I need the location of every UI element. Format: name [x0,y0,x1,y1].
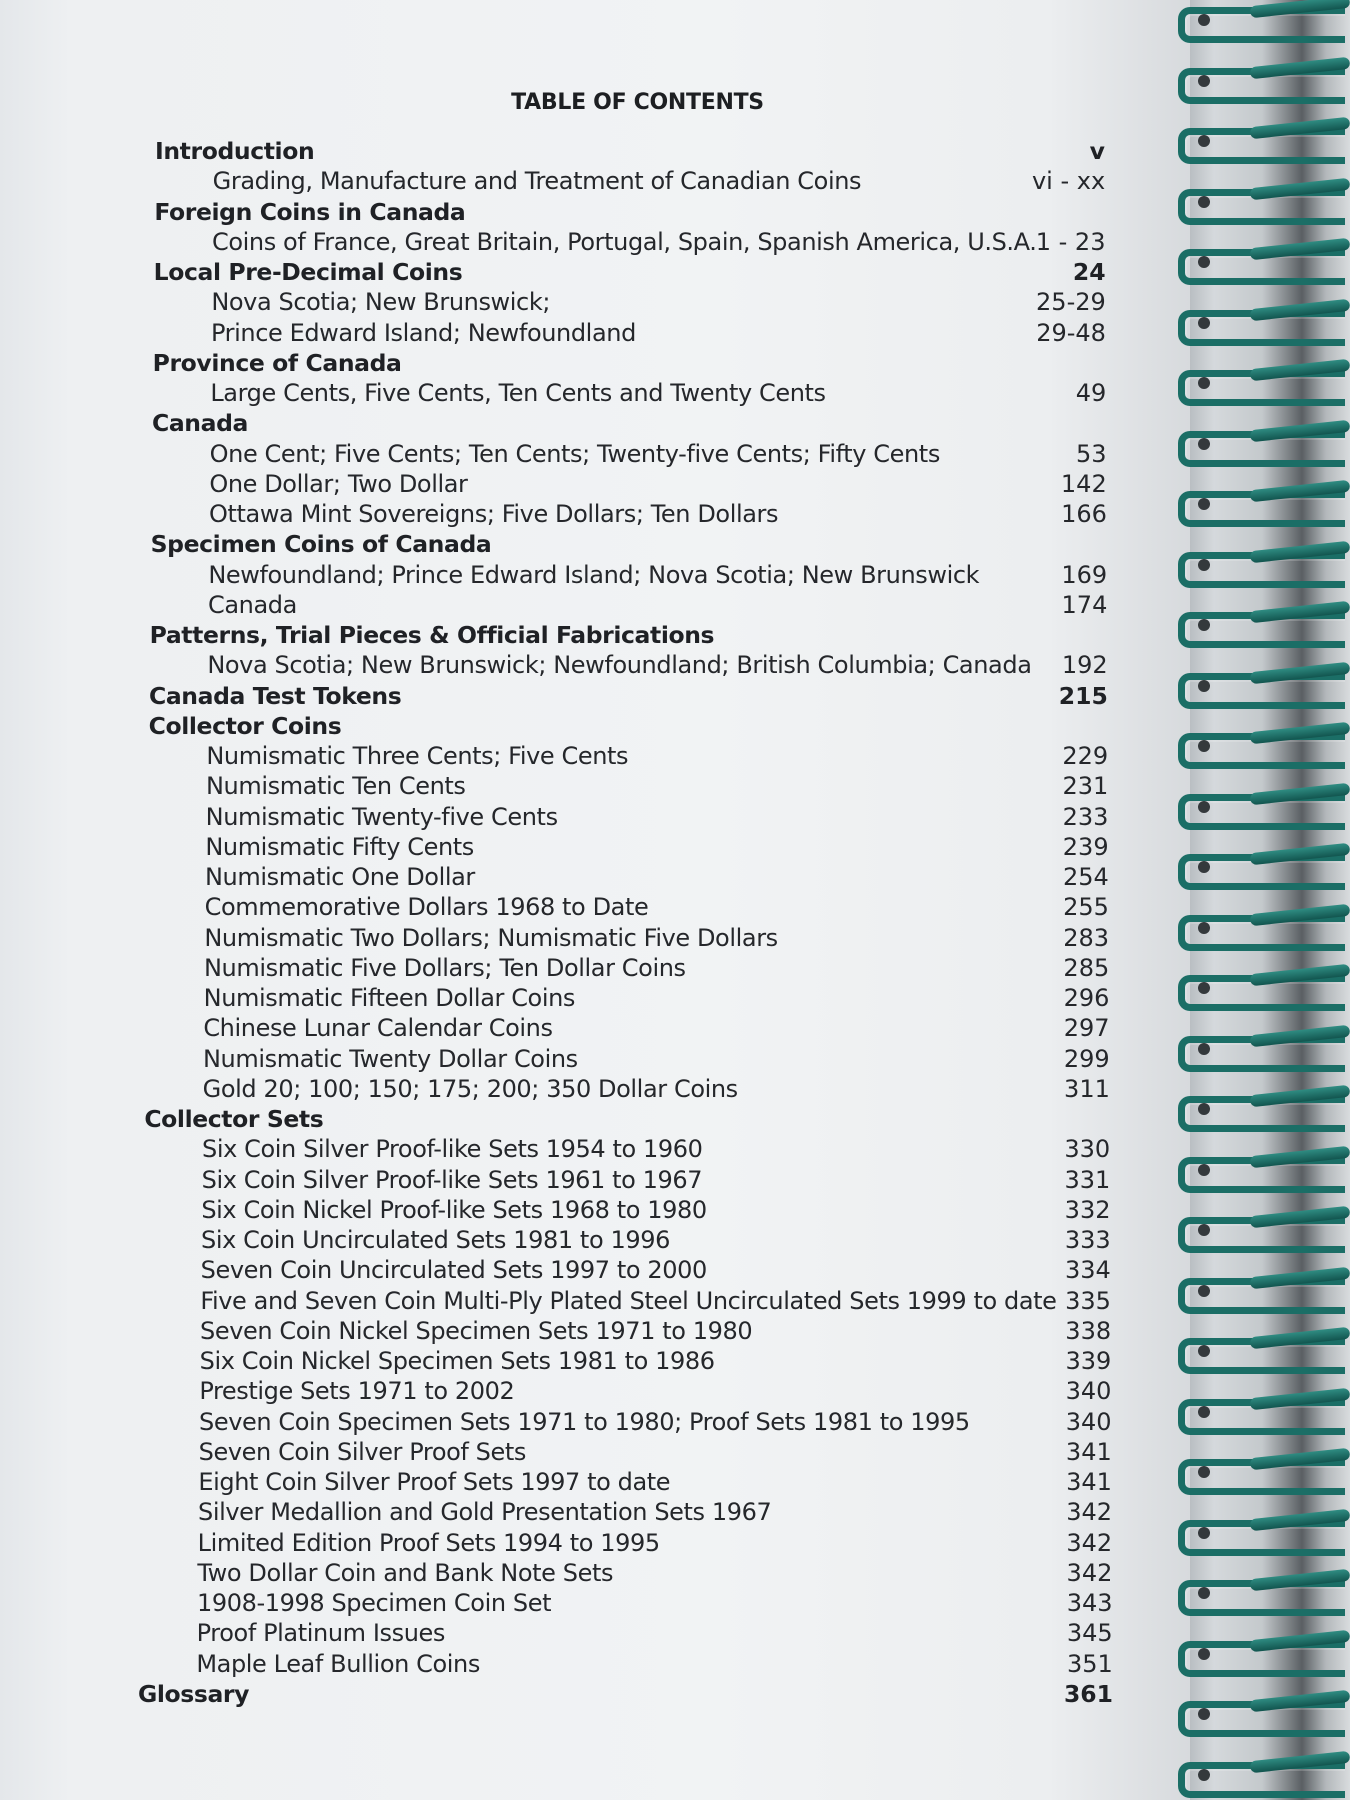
toc-page-number: 192 [1061,651,1108,680]
spiral-coil [1190,1699,1350,1729]
toc-entry [0,1558,1190,1588]
toc-section-title: Canada [152,409,248,438]
toc-page-number: 231 [1062,772,1109,801]
toc-page-number: 342 [1066,1558,1113,1587]
toc-entry-title: Six Coin Nickel Proof-like Sets 1968 to 1980 [201,1195,707,1224]
toc-entry-title: Large Cents, Five Cents, Ten Cents and Twenty Cents [210,379,826,407]
toc-page-number: 254 [1062,863,1109,891]
toc-page-number: 233 [1062,802,1109,831]
spiral-coil [1190,792,1350,822]
toc-entry [0,802,1190,832]
toc-entry [0,1528,1190,1558]
toc-page-number: 342 [1066,1528,1113,1557]
spiral-coil [1190,247,1350,277]
toc-entry-title: Numismatic Three Cents; Five Cents [206,742,629,770]
toc-entry [0,620,1190,650]
toc-entry-title: One Dollar; Two Dollar [209,469,468,498]
toc-entry-title: Six Coin Silver Proof-like Sets 1961 to 1967 [201,1165,703,1194]
spiral-coil [1190,852,1350,882]
toc-entry [0,136,1190,166]
toc-entry [0,469,1190,499]
toc-entry [0,227,1190,257]
toc-page-number: 169 [1061,560,1108,589]
toc-entry [0,1437,1190,1467]
spiral-coil [1190,126,1350,156]
spiral-coil [1190,66,1350,96]
spiral-coil [1190,1397,1350,1427]
toc-page-number: 29-48 [1036,318,1106,347]
spiral-coil [1190,1276,1350,1306]
toc-entry-title: Numismatic Ten Cents [206,772,466,801]
toc-entry [0,892,1190,922]
spiral-coil [1190,1094,1350,1124]
spiral-coil [1190,671,1350,701]
toc-page-number: 334 [1064,1256,1111,1285]
toc-entry [0,560,1190,590]
spiral-coil [1190,5,1350,35]
toc-entry [0,439,1190,469]
toc-page-number: 283 [1063,923,1110,952]
toc-page-number: 341 [1065,1437,1112,1466]
toc-page-number: 285 [1063,953,1110,982]
toc-entry [0,590,1190,620]
toc-entry-title: Chinese Lunar Calendar Coins [203,1014,553,1043]
spiral-coil [1190,731,1350,761]
toc-entry-title: Grading, Manufacture and Treatment of Canadian Coins [212,167,862,196]
toc-entry [0,771,1190,801]
spiral-coil [1190,610,1350,640]
toc-entry [0,1074,1190,1104]
toc-entry [0,711,1190,741]
toc-page-number: 53 [1076,439,1107,468]
toc-entry-title: Nova Scotia; New Brunswick; [211,288,551,317]
toc-section-title: Local Pre-Decimal Coins [153,258,463,286]
toc-entry [0,1618,1190,1648]
spiral-coil [1190,1760,1350,1790]
toc-page-number: 311 [1064,1074,1110,1103]
toc-page-number: 215 [1058,681,1108,710]
toc-entry [0,287,1190,317]
toc-entry-title: Six Coin Uncirculated Sets 1981 to 1996 [201,1226,670,1254]
toc-entry-title: Silver Medallion and Gold Presentation Sets 1967 [198,1498,772,1527]
toc-page-number: 335 [1065,1286,1111,1315]
toc-entry-title: One Cent; Five Cents; Ten Cents; Twenty-five Cents; Fifty Cents [209,439,940,468]
toc-entry [0,257,1190,287]
toc-entry-title: Gold 20; 100; 150; 175; 200; 350 Dollar Coins [202,1074,738,1103]
toc-page-number: 24 [1072,258,1106,286]
toc-entry-title: Eight Coin Silver Proof Sets 1997 to date [198,1468,671,1496]
toc-entry [0,499,1190,529]
toc-entry [0,741,1190,771]
toc-entry-title: Prince Edward Island; Newfoundland [211,318,636,347]
page-title: TABLE OF CONTENTS [511,90,764,115]
toc-entry [0,1588,1190,1618]
toc-entry [0,1013,1190,1043]
toc-page-number: 299 [1063,1044,1110,1073]
toc-entry [0,1225,1190,1255]
toc-entry [0,197,1190,227]
toc-entry-title: Prestige Sets 1971 to 2002 [199,1377,515,1406]
toc-entry [0,953,1190,983]
toc-entry [0,983,1190,1013]
toc-entry [0,1195,1190,1225]
toc-page-number: 343 [1066,1589,1113,1617]
toc-page-number: 342 [1066,1498,1113,1527]
toc-entry [0,529,1190,559]
toc-page-number: 330 [1064,1135,1111,1164]
spiral-coil [1190,1639,1350,1669]
spiral-coil [1190,1215,1350,1245]
toc-entry [0,681,1190,711]
toc-section-title: Collector Coins [148,711,342,740]
spiral-coil [1190,1578,1350,1608]
toc-section-title: Glossary [138,1679,250,1708]
toc-entry [0,166,1190,196]
toc-entry-title: Seven Coin Specimen Sets 1971 to 1980; Proof Sets 1981 to 1995 [199,1407,970,1436]
spiral-coil [1190,913,1350,943]
toc-page-number: 340 [1065,1377,1112,1406]
spiral-coil [1190,368,1350,398]
toc-entry-title: Numismatic Twenty-five Cents [205,802,558,831]
spiral-coil [1190,429,1350,459]
toc-page-number: 332 [1064,1195,1111,1224]
toc-entry-title: Canada [208,590,297,619]
toc-entry [0,1165,1190,1195]
toc-entry-title: Two Dollar Coin and Bank Note Sets [197,1558,614,1587]
spiral-coil [1190,973,1350,1003]
toc-entry [0,1376,1190,1406]
spiral-coil [1190,489,1350,519]
toc-page-number: 297 [1063,1014,1110,1043]
toc-entry-title: Six Coin Silver Proof-like Sets 1954 to 1960 [202,1135,703,1164]
spiral-coil [1190,1518,1350,1548]
spiral-coil [1190,1155,1350,1185]
toc-entry [0,378,1190,408]
toc-page-number: 142 [1060,469,1107,498]
toc-section-title: Patterns, Trial Pieces & Official Fabrications [149,621,715,649]
toc-entry-title: Numismatic Fifteen Dollar Coins [203,984,576,1012]
toc-entry-title: Limited Edition Proof Sets 1994 to 1995 [197,1528,660,1557]
toc-section-title: Province of Canada [152,348,402,377]
toc-entry-title: Seven Coin Silver Proof Sets [198,1437,526,1466]
toc-entry [0,650,1190,680]
toc-page-number: 166 [1061,500,1107,528]
toc-entry [0,1316,1190,1346]
toc-entry [0,348,1190,378]
toc-page-number: 338 [1065,1316,1112,1345]
toc-entry-title: Numismatic Fifty Cents [205,832,474,861]
toc-page-number: 239 [1062,832,1109,861]
toc-page-number: 341 [1066,1468,1112,1496]
toc-entry-title: Nova Scotia; New Brunswick; Newfoundland; British Columbia; Canada [207,651,1032,680]
toc-entry [0,1255,1190,1285]
spiral-coil [1190,550,1350,580]
toc-entry [0,862,1190,892]
toc-page-number: vi - xx [1031,167,1106,196]
toc-entry [0,1407,1190,1437]
toc-page-number: 333 [1064,1226,1111,1254]
toc-entry-title: Numismatic Twenty Dollar Coins [203,1044,578,1073]
toc-entry-title: Commemorative Dollars 1968 to Date [204,893,649,922]
toc-entry-title: Proof Platinum Issues [196,1619,446,1648]
spiral-coil [1190,1457,1350,1487]
toc-page-number: 331 [1064,1165,1111,1194]
toc-section-title: Foreign Coins in Canada [154,197,466,226]
toc-section-title: Introduction [155,137,315,165]
spiral-binding [1190,0,1350,1800]
spiral-coil [1190,308,1350,338]
spiral-coil [1190,1034,1350,1064]
toc-section-title: Specimen Coins of Canada [150,530,492,559]
toc-entry [0,923,1190,953]
toc-page-number: 1 - 23 [1035,227,1106,256]
toc-page-number: 49 [1075,379,1107,407]
toc-entry-title: Maple Leaf Bullion Coins [196,1649,480,1678]
toc-entry-title: Five and Seven Coin Multi-Ply Plated Steel Uncirculated Sets 1999 to date [200,1286,1057,1315]
toc-page-number: 255 [1063,893,1109,922]
toc-page-number: v [1089,137,1105,165]
toc-entry [0,1467,1190,1497]
toc-page-number: 345 [1066,1619,1113,1648]
toc-section-title: Canada Test Tokens [149,681,402,710]
toc-page-number: 25-29 [1036,288,1106,317]
toc-entry-title: Numismatic One Dollar [205,863,475,891]
toc-entry [0,1346,1190,1376]
toc-page-number: 296 [1063,984,1110,1012]
toc-entry [0,1286,1190,1316]
toc-entry-title: Ottawa Mint Sovereigns; Five Dollars; Ten Dollars [209,500,779,528]
toc-page-number: 340 [1065,1407,1112,1436]
toc-entry [0,318,1190,348]
spiral-coil [1190,187,1350,217]
toc-page-number: 174 [1061,590,1108,619]
toc-entry [0,1104,1190,1134]
toc-page-number: 351 [1067,1649,1113,1678]
toc-entry-title: Numismatic Two Dollars; Numismatic Five Dollars [204,923,778,952]
toc-entry-title: Six Coin Nickel Specimen Sets 1981 to 1986 [199,1347,715,1375]
toc-entry [0,1134,1190,1164]
toc-entry [0,832,1190,862]
toc-entry [0,1679,1190,1709]
toc-entry-title: Coins of France, Great Britain, Portugal, Spain, Spanish America, U.S.A. [212,227,1037,256]
toc-entry-title: Seven Coin Nickel Specimen Sets 1971 to 1980 [200,1316,753,1345]
toc-entry [0,408,1190,438]
toc-entry [0,1649,1190,1679]
toc-entry-title: 1908-1998 Specimen Coin Set [197,1589,552,1617]
toc-entry-title: Newfoundland; Prince Edward Island; Nova Scotia; New Brunswick [208,560,980,589]
toc-entry [0,1497,1190,1527]
toc-entry-title: Seven Coin Uncirculated Sets 1997 to 2000 [200,1256,707,1285]
toc-page-number: 339 [1065,1347,1112,1375]
toc-page-number: 361 [1063,1679,1113,1708]
toc-entry-title: Numismatic Five Dollars; Ten Dollar Coins [204,953,686,982]
spiral-coil [1190,1336,1350,1366]
toc-entry [0,1044,1190,1074]
toc-section-title: Collector Sets [144,1105,324,1133]
toc-page-number: 229 [1062,742,1109,770]
